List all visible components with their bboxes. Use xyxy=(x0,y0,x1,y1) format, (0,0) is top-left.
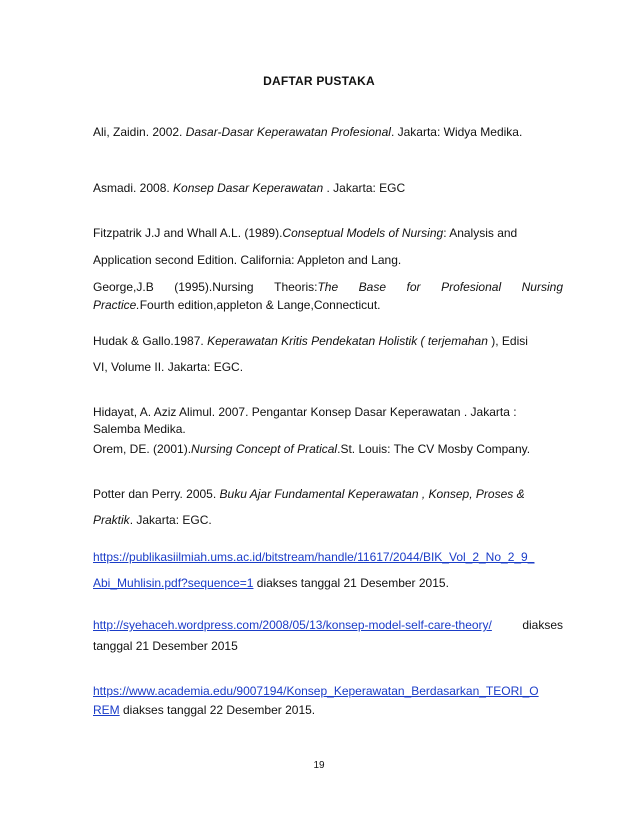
ref-text: Ali, Zaidin. 2002. xyxy=(93,125,186,139)
reference-link[interactable]: https://publikasiilmiah.ums.ac.id/bitstream/handle/11617/2044/BIK_Vol_2_No_2_9_ xyxy=(93,550,535,564)
reference-link[interactable]: REM xyxy=(93,703,120,717)
ref-text: Potter dan Perry. 2005. xyxy=(93,487,220,501)
ref-title: Konsep Dasar Keperawatan xyxy=(173,181,324,195)
reference-url2-line2: tanggal 21 Desember 2015 xyxy=(93,639,238,653)
reference-asmadi xyxy=(93,180,563,196)
reference-url3[interactable] xyxy=(93,683,563,699)
ref-title: Nursing Concept of Pratical xyxy=(191,442,338,456)
ref-word: Profesional xyxy=(441,280,502,294)
ref-text: : Analysis and xyxy=(443,226,518,240)
ref-word: Theoris:The xyxy=(274,280,339,294)
ref-text: .St. Louis: The CV Mosby Company. xyxy=(337,442,531,456)
ref-word: Nursing xyxy=(521,280,563,294)
reference-potter xyxy=(93,486,563,502)
ref-word: George,J.B xyxy=(93,280,154,294)
ref-text: Fourth edition,appleton & Lange,Connecticut. xyxy=(139,298,381,312)
reference-potter-line2 xyxy=(93,512,563,528)
reference-url3-line2 xyxy=(93,702,563,718)
reference-link[interactable]: http://syehaceh.wordpress.com/2008/05/13/konsep-model-self-care-theory/ xyxy=(93,618,492,632)
ref-text: ), Edisi xyxy=(487,334,528,348)
reference-hidayat-line2: Salemba Medika. xyxy=(93,422,186,436)
reference-link[interactable]: https://www.academia.edu/9007194/Konsep_Keperawatan_Berdasarkan_TEORI_O xyxy=(93,684,539,698)
ref-text: diakses xyxy=(522,618,563,632)
ref-text: Fitzpatrik J.J and Whall A.L. (1989). xyxy=(93,226,283,240)
ref-word: Base xyxy=(358,280,387,294)
ref-word: (1995).Nursing xyxy=(174,280,254,294)
ref-title: Keperawatan Kritis Pendekatan Holistik ( terjemahan xyxy=(207,334,488,348)
ref-text: Orem, DE. (2001). xyxy=(93,442,192,456)
ref-text: Asmadi. 2008. xyxy=(93,181,174,195)
reference-url2 xyxy=(93,617,563,633)
ref-title: Conseptual Models of Nursing xyxy=(282,226,444,240)
reference-george xyxy=(93,279,563,295)
reference-george-line2 xyxy=(93,297,563,313)
reference-hudak-line2: VI, Volume II. Jakarta: EGC. xyxy=(93,360,244,374)
ref-word: for xyxy=(406,280,421,294)
reference-hudak xyxy=(93,333,563,349)
reference-fitzpatrik xyxy=(93,225,563,241)
reference-hidayat: Hidayat, A. Aziz Alimul. 2007. Pengantar Konsep Dasar Keperawatan . Jakarta : xyxy=(93,405,517,419)
ref-title: Buku Ajar Fundamental Keperawatan , Konsep, Proses & xyxy=(219,487,525,501)
ref-text: diakses tanggal 22 Desember 2015. xyxy=(119,703,316,717)
ref-text: diakses tanggal 21 Desember 2015. xyxy=(253,576,449,590)
ref-title: Praktik xyxy=(93,513,130,527)
reference-url1-line2 xyxy=(93,575,563,591)
reference-url1[interactable] xyxy=(93,549,563,565)
ref-text: . Jakarta: EGC. xyxy=(129,513,212,527)
ref-title: Dasar-Dasar Keperawatan Profesional xyxy=(185,125,391,139)
ref-title: Practice. xyxy=(93,298,140,312)
page-number: 19 xyxy=(313,760,325,771)
page-title: DAFTAR PUSTAKA xyxy=(263,74,375,88)
ref-text: . Jakarta: Widya Medika. xyxy=(390,125,523,139)
reference-fitzpatrik-line2: Application second Edition. California: Appleton and Lang. xyxy=(93,253,402,267)
ref-text: . Jakarta: EGC xyxy=(323,181,406,195)
ref-text: Hudak & Gallo.1987. xyxy=(93,334,208,348)
reference-link[interactable]: Abi_Muhlisin.pdf?sequence=1 xyxy=(93,576,254,590)
reference-ali xyxy=(93,124,563,140)
reference-orem xyxy=(93,441,563,457)
